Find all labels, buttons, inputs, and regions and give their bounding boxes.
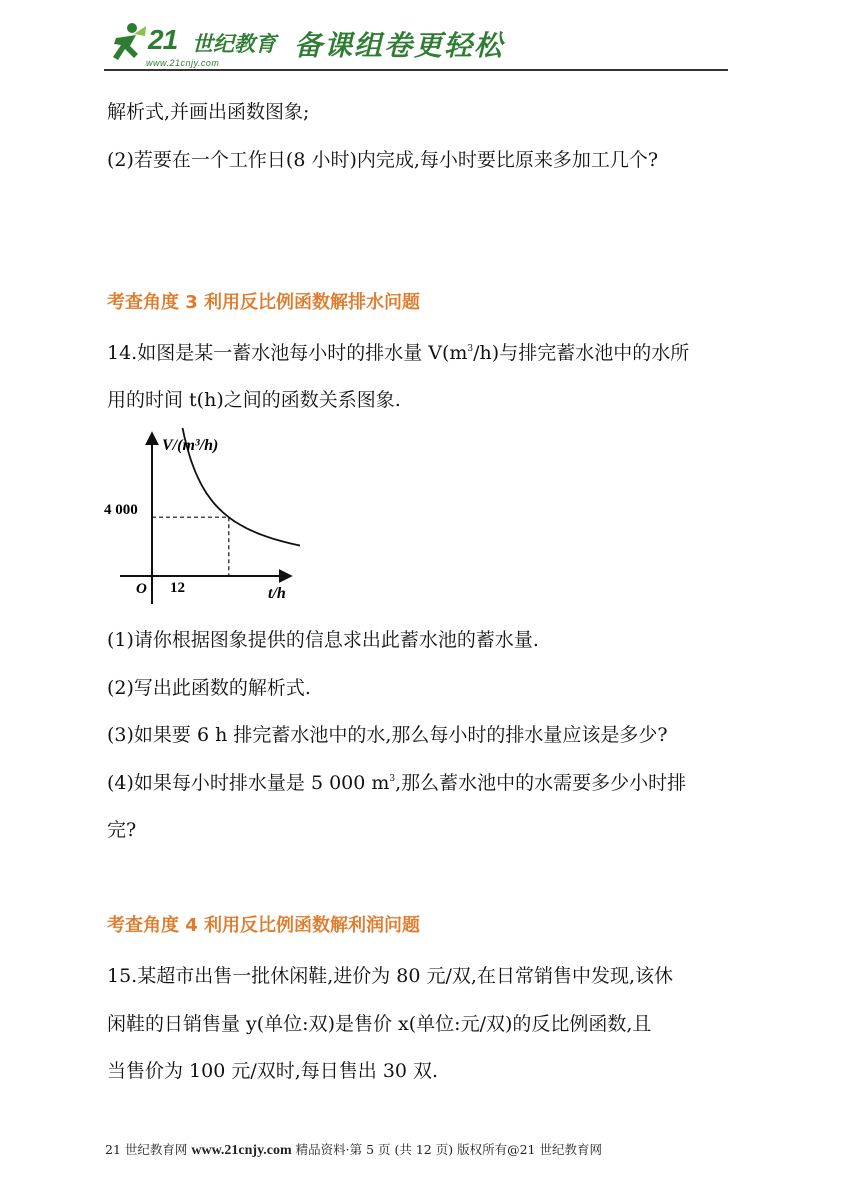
runner-logo-icon (108, 22, 148, 64)
question-15-line-1: 15.某超市出售一批休闲鞋,进价为 80 元/双,在日常销售中发现,该休 (107, 965, 673, 987)
question-14-line-2: 用的时间 t(h)之间的函数关系图象. (107, 389, 401, 411)
x-axis-label: t/h (268, 585, 286, 602)
question-14-part-1: (1)请你根据图象提供的信息求出此蓄水池的蓄水量. (107, 629, 539, 651)
question-14-part-4: (4)如果每小时排水量是 5 000 $m^3$,那么蓄水池中的水需要多少小时排 (107, 772, 687, 794)
question-14-part-4-cont: 完? (107, 819, 137, 841)
question-15-line-2: 闲鞋的日销售量 y(单位:双)是售价 x(单位:元/双)的反比例函数,且 (107, 1013, 652, 1035)
section-heading-angle-3: 考查角度 3 利用反比例函数解排水问题 (107, 292, 421, 313)
y-axis-label: V/(m³/h) (162, 437, 219, 454)
origin-label: O (136, 581, 147, 597)
logo-number: 21 (148, 24, 178, 55)
page-footer: 21 世纪教育网 www.21cnjy.com 精品资料·第 5 页 (共 12 页) 版权所有@21 世纪教育网 (105, 1142, 602, 1158)
section-heading-angle-4: 考查角度 4 利用反比例函数解利润问题 (107, 915, 421, 936)
y-tick-label: 4 000 (104, 502, 138, 518)
footer-link[interactable]: www.21cnjy.com (191, 1143, 292, 1158)
text-line: 解析式,并画出函数图象; (107, 101, 310, 123)
question-14-part-2: (2)写出此函数的解析式. (107, 677, 311, 699)
drainage-function-graph (100, 428, 300, 613)
logo-url: www.21cnjy.com (146, 58, 220, 68)
header-slogan: 备课组卷更轻松 (294, 29, 505, 62)
header-divider (104, 69, 728, 71)
question-14-line-1: 14.如图是某一蓄水池每小时的排水量 $V(m^3/h)$与排完蓄水池中的水所 (107, 342, 690, 364)
x-tick-label: 12 (170, 580, 185, 596)
question-13-part-2: (2)若要在一个工作日(8 小时)内完成,每小时要比原来多加工几个? (107, 149, 659, 171)
question-15-line-3: 当售价为 100 元/双时,每日售出 30 双. (107, 1060, 439, 1082)
page-header (104, 18, 728, 72)
question-14-part-3: (3)如果要 6 h 排完蓄水池中的水,那么每小时的排水量应该是多少? (107, 724, 668, 746)
logo-name: 世纪教育 (192, 32, 276, 56)
